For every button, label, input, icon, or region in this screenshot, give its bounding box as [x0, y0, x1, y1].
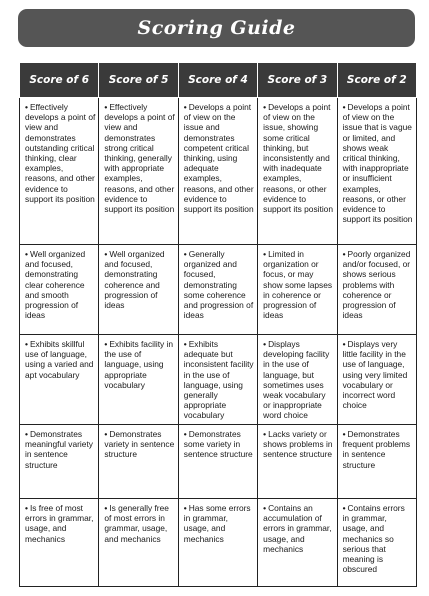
scoring-table — [19, 62, 417, 587]
header-score-2: Score of 2 — [337, 63, 416, 98]
table-cell — [258, 245, 337, 335]
table-cell — [20, 335, 99, 425]
table-cell — [178, 98, 257, 245]
table-cell — [178, 499, 257, 587]
cell-text: Demonstrates meaningful variety in sentence structure — [25, 429, 93, 470]
cell-text: Demonstrates variety in sentence structure — [104, 429, 175, 460]
bullet-icon: • — [263, 102, 267, 112]
cell-text: Is free of most errors in grammar, usage, and mechanics — [25, 503, 94, 544]
title-banner — [18, 9, 415, 47]
bullet-icon: • — [342, 249, 346, 259]
cell-text: Limited in organization or focus, or may show some lapses in coherence or progression of ideas — [263, 249, 333, 321]
header-row — [20, 63, 417, 98]
cell-text: Displays very little facility in the use of language, using very limited vocabulary or incorrect word choice — [342, 339, 408, 411]
bullet-icon: • — [342, 339, 346, 349]
table-cell — [337, 499, 416, 587]
table-cell — [258, 98, 337, 245]
table-cell — [178, 245, 257, 335]
bullet-icon: • — [183, 249, 187, 259]
table-cell — [20, 425, 99, 499]
header-score-5: Score of 5 — [99, 63, 178, 98]
cell-text: Well organized and focused, demonstrating coherence and progression of ideas — [104, 249, 165, 311]
bullet-icon: • — [342, 102, 346, 112]
cell-text: Effectively develops a point of view and demonstrates strong critical thinking, generally with appropriate examples, reasons, and other evidence to support its position — [104, 102, 175, 215]
cell-text: Contains errors in grammar, usage, and mechanics so serious that meaning is obscured — [342, 503, 405, 575]
cell-text: Is generally free of most errors in grammar, usage, and mechanics — [104, 503, 169, 544]
bullet-icon: • — [25, 249, 28, 259]
bullet-icon: • — [104, 429, 108, 439]
bullet-icon: • — [104, 102, 108, 112]
header-score-3: Score of 3 — [258, 63, 337, 98]
cell-text: Has some errors in grammar, usage, and mechanics — [183, 503, 251, 544]
bullet-icon: • — [25, 503, 28, 513]
bullet-icon: • — [104, 503, 108, 513]
row-critical-thinking — [20, 98, 417, 245]
table-cell — [99, 245, 178, 335]
cell-text: Lacks variety or shows problems in sentence structure — [263, 429, 333, 460]
cell-text: Develops a point of view on the issue that is vague or limited, and shows weak critical thinking, with inappropriate or insufficient examples, reasons, or other evidence to support its position — [342, 102, 413, 225]
table-cell — [99, 98, 178, 245]
table-cell — [337, 425, 416, 499]
header-score-4: Score of 4 — [178, 63, 257, 98]
cell-text: Displays developing facility in the use of language, but sometimes uses weak vocabulary or inappropriate word choice — [263, 339, 330, 421]
table-cell — [178, 335, 257, 425]
row-grammar — [20, 499, 417, 587]
bullet-icon: • — [183, 503, 187, 513]
cell-text: Demonstrates frequent problems in sentence structure — [342, 429, 411, 470]
cell-text: Develops a point of view on the issue, showing some critical thinking, but inconsistently and with inadequate examples, reasons, or other evidence to support its position — [263, 102, 334, 215]
page-title: Scoring Guide — [137, 17, 296, 39]
bullet-icon: • — [104, 249, 108, 259]
bullet-icon: • — [25, 429, 28, 439]
cell-text: Exhibits facility in the use of language, using appropriate vocabulary — [104, 339, 174, 390]
table-cell — [99, 425, 178, 499]
bullet-icon: • — [183, 429, 187, 439]
bullet-icon: • — [263, 339, 267, 349]
cell-text: Effectively develops a point of view and demonstrates outstanding critical thinking, clear examples, reasons, and other evidence to support its position — [25, 102, 96, 204]
bullet-icon: • — [25, 339, 28, 349]
table-cell — [20, 499, 99, 587]
cell-text: Contains an accumulation of errors in grammar, usage, and mechanics — [263, 503, 332, 554]
table-cell — [20, 245, 99, 335]
bullet-icon: • — [263, 249, 267, 259]
row-sentence-structure — [20, 425, 417, 499]
bullet-icon: • — [263, 429, 267, 439]
cell-text: Develops a point of view on the issue and demonstrates competent critical thinking, using adequate examples, reasons, and other evidence to support its position — [183, 102, 254, 215]
table-cell — [337, 98, 416, 245]
bullet-icon: • — [183, 339, 187, 349]
cell-text: Poorly organized and/or focused, or shows serious problems with coherence or progression of ideas — [342, 249, 411, 321]
table-cell — [99, 499, 178, 587]
table-cell — [178, 425, 257, 499]
table-cell — [337, 335, 416, 425]
table-cell — [99, 335, 178, 425]
table-cell — [258, 335, 337, 425]
cell-text: Well organized and focused, demonstrating clear coherence and smooth progression of ideas — [25, 249, 86, 321]
bullet-icon: • — [104, 339, 108, 349]
row-organization — [20, 245, 417, 335]
bullet-icon: • — [263, 503, 267, 513]
cell-text: Exhibits skillful use of language, using a varied and apt vocabulary — [25, 339, 94, 380]
table-cell — [258, 425, 337, 499]
table-cell — [258, 499, 337, 587]
header-score-6: Score of 6 — [20, 63, 99, 98]
table-cell — [20, 98, 99, 245]
cell-text: Exhibits adequate but inconsistent facility in the use of language, using generally appropriate vocabulary — [183, 339, 254, 421]
cell-text: Demonstrates some variety in sentence structure — [183, 429, 253, 460]
bullet-icon: • — [25, 102, 28, 112]
row-language — [20, 335, 417, 425]
cell-text: Generally organized and focused, demonstrating some coherence and progression of ideas — [183, 249, 254, 321]
table-cell — [337, 245, 416, 335]
bullet-icon: • — [183, 102, 187, 112]
bullet-icon: • — [342, 429, 346, 439]
bullet-icon: • — [342, 503, 346, 513]
